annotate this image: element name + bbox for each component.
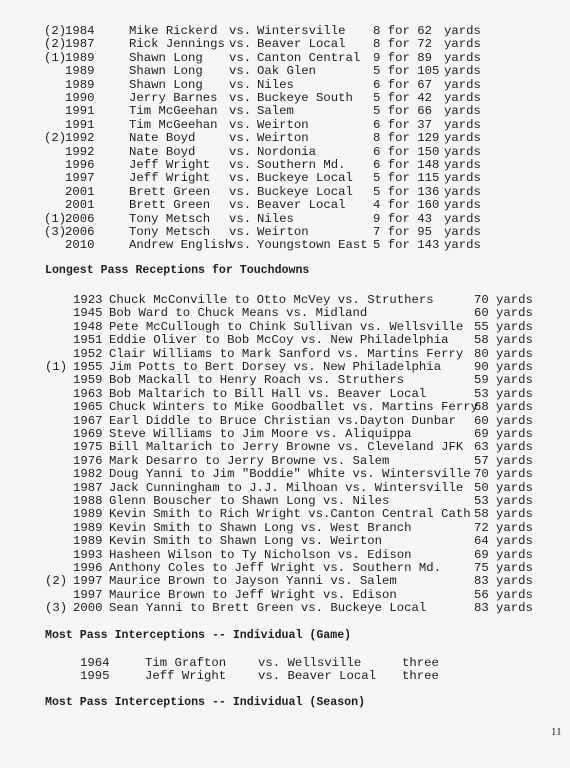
year-cell: 1984 [65,24,95,38]
unit-cell: yards [444,238,481,253]
player-cell: Nate Boyd [129,131,196,146]
year-cell: 1989 [65,50,95,65]
page-number: 11 [551,726,562,738]
unit-cell: yards [496,480,533,495]
unit-cell: yards [444,24,481,38]
yards-value: 56 [474,587,489,602]
opponent-cell: Salem [257,104,294,119]
year-cell: 1995 [80,669,110,684]
opponent-cell: Nordonia [257,144,317,159]
year-cell: 1952 [73,346,103,361]
unit-cell: yards [444,77,481,92]
unit-cell: yards [496,507,533,522]
reception-description: Bob Mackall to Henry Roach vs. Struthers [109,373,405,388]
year-cell: 2000 [73,601,103,616]
stat-cell: 5 for 143 [373,238,440,253]
opponent-cell: Youngstown East [257,238,368,253]
unit-cell: yards [496,373,533,388]
player-cell: Jerry Barnes [129,91,218,105]
player-cell: Brett Green [129,184,211,199]
section-heading-interceptions-season: Most Pass Interceptions -- Individual (Season) [45,696,366,709]
player-cell: Brett Green [129,198,211,213]
year-cell: 1997 [73,574,103,589]
year-cell: 1989 [73,534,103,549]
unit-cell: yards [444,158,481,172]
reception-description: Chuck Winters to Mike Goodballet vs. Martins Ferry [109,400,478,415]
yards-value: 70 [474,293,489,307]
opponent-cell: Wintersville [257,24,346,38]
unit-cell: yards [496,400,533,415]
year-cell: 1990 [65,91,95,105]
unit-cell: yards [496,574,533,589]
year-cell: 1993 [73,547,103,562]
year-cell: 2010 [65,238,95,253]
year-cell: 1992 [65,131,95,146]
year-cell: 1989 [65,77,95,92]
reception-description: Doug Yanni to Jim "Boddie" White vs. Wintersville [109,467,471,482]
vs-label: vs. [229,158,252,172]
unit-cell: yards [496,386,533,401]
footnote-mark: (1) [44,50,67,65]
stat-cell: 8 for 129 [373,131,440,146]
yards-value: 69 [474,547,489,562]
year-cell: 1959 [73,373,103,388]
year-cell: 1945 [73,306,103,321]
unit-cell: yards [444,104,481,119]
section-heading-interceptions-game: Most Pass Interceptions -- Individual (Game) [45,629,352,642]
opponent-cell: Buckeye Local [257,171,353,186]
player-cell: Tony Metsch [129,225,211,239]
year-cell: 1988 [73,494,103,508]
stat-cell: 8 for 72 [373,37,433,52]
count-cell: three [402,656,439,670]
reception-description: Sean Yanni to Brett Green vs. Buckeye Local [109,601,427,616]
yards-value: 75 [474,561,489,575]
year-cell: 1976 [73,453,103,468]
yards-value: 53 [474,494,489,508]
player-cell: Jeff Wright [129,171,211,186]
unit-cell: yards [496,547,533,562]
year-cell: 1955 [73,360,103,374]
opponent-cell: Niles [257,77,294,92]
yards-value: 63 [474,440,489,455]
stat-cell: 6 for 150 [373,144,440,159]
opponent-cell: Weirton [257,225,309,239]
stat-cell: 9 for 43 [373,211,433,226]
stat-cell: 4 for 160 [373,198,440,213]
vs-label: vs. [229,50,252,65]
year-cell: 2006 [65,211,95,226]
unit-cell: yards [496,494,533,508]
section-heading-longest-td-receptions: Longest Pass Receptions for Touchdowns [45,264,310,277]
reception-description: Glenn Bouscher to Shawn Long vs. Niles [109,494,390,508]
unit-cell: yards [496,440,533,455]
reception-description: Eddie Oliver to Bob McCoy vs. New Philadelphia [109,333,449,348]
reception-description: Chuck McConville to Otto McVey vs. Struthers [109,293,434,307]
player-cell: Mike Rickerd [129,24,218,38]
year-cell: 1963 [73,386,103,401]
unit-cell: yards [496,427,533,441]
footnote-mark: (2) [44,24,67,38]
footnote-mark: (3) [44,225,67,239]
year-cell: 1964 [80,656,110,670]
reception-description: Jim Potts to Bert Dorsey vs. New Philadelphia [109,360,442,374]
unit-cell: yards [496,333,533,348]
reception-description: Earl Diddle to Bruce Christian vs.Dayton Dunbar [109,413,456,428]
vs-label: vs. [229,64,252,79]
unit-cell: yards [496,601,533,616]
year-cell: 1967 [73,413,103,428]
unit-cell: yards [496,413,533,428]
yards-value: 80 [474,346,489,361]
year-cell: 1982 [73,467,103,482]
vs-label: vs. [229,117,252,132]
footnote-mark: (2) [44,37,67,52]
unit-cell: yards [496,534,533,549]
unit-cell: yards [444,198,481,213]
stat-cell: 6 for 37 [373,117,433,132]
player-cell: Shawn Long [129,50,203,65]
unit-cell: yards [496,587,533,602]
unit-cell: yards [444,144,481,159]
reception-description: Bill Maltarich to Jerry Browne vs. Cleveland JFK [109,440,464,455]
reception-description: Maurice Brown to Jayson Yanni vs. Salem [109,574,397,589]
player-cell: Nate Boyd [129,144,196,159]
yards-value: 83 [474,601,489,616]
yards-value: 59 [474,373,489,388]
year-cell: 1997 [73,587,103,602]
yards-value: 58 [474,507,489,522]
stat-cell: 5 for 66 [373,104,433,119]
opponent-cell: Beaver Local [257,37,346,52]
vs-label: vs. [229,144,252,159]
opponent-cell: vs. Beaver Local [258,669,377,684]
unit-cell: yards [496,306,533,321]
player-cell: Tony Metsch [129,211,211,226]
unit-cell: yards [444,50,481,65]
year-cell: 1987 [73,480,103,495]
yards-value: 50 [474,480,489,495]
vs-label: vs. [229,77,252,92]
year-cell: 1997 [65,171,95,186]
yards-value: 64 [474,534,489,549]
year-cell: 1923 [73,293,103,307]
opponent-cell: Canton Central [257,50,361,65]
year-cell: 1989 [65,64,95,79]
footnote-mark: (1) [45,360,68,374]
yards-value: 70 [474,467,489,482]
unit-cell: yards [444,131,481,146]
player-cell: Andrew English [129,238,233,253]
year-cell: 2006 [65,225,95,239]
footnote-mark: (3) [45,601,68,616]
year-cell: 1996 [73,561,103,575]
reception-description: Hasheen Wilson to Ty Nicholson vs. Edison [109,547,412,562]
unit-cell: yards [444,225,481,239]
unit-cell: yards [496,293,533,307]
unit-cell: yards [444,91,481,105]
opponent-cell: Buckeye Local [257,184,353,199]
stat-cell: 5 for 42 [373,91,433,105]
vs-label: vs. [229,184,252,199]
vs-label: vs. [229,211,252,226]
year-cell: 1951 [73,333,103,348]
vs-label: vs. [229,37,252,52]
vs-label: vs. [229,91,252,105]
reception-description: Maurice Brown to Jeff Wright vs. Edison [109,587,397,602]
year-cell: 1991 [65,117,95,132]
yards-value: 55 [474,319,489,334]
vs-label: vs. [229,198,252,213]
year-cell: 1975 [73,440,103,455]
opponent-cell: Weirton [257,131,309,146]
stat-cell: 5 for 115 [373,171,440,186]
footnote-mark: (2) [45,574,68,589]
unit-cell: yards [444,211,481,226]
yards-value: 57 [474,453,489,468]
year-cell: 1969 [73,427,103,441]
unit-cell: yards [496,319,533,334]
stat-cell: 6 for 148 [373,158,440,172]
year-cell: 1989 [73,507,103,522]
reception-description: Mark Desarro to Jerry Browne vs. Salem [109,453,390,468]
stat-cell: 5 for 136 [373,184,440,199]
vs-label: vs. [229,131,252,146]
year-cell: 1987 [65,37,95,52]
yards-value: 60 [474,413,489,428]
yards-value: 72 [474,520,489,535]
player-cell: Tim Grafton [145,656,227,670]
reception-description: Steve Williams to Jim Moore vs. Aliquippa [109,427,412,441]
yards-value: 60 [474,306,489,321]
player-cell: Jeff Wright [129,158,211,172]
opponent-cell: Beaver Local [257,198,346,213]
unit-cell: yards [496,520,533,535]
year-cell: 1948 [73,319,103,334]
year-cell: 2001 [65,184,95,199]
year-cell: 1992 [65,144,95,159]
reception-description: Kevin Smith to Rich Wright vs.Canton Central Cath [109,507,471,522]
reception-description: Jack Cunningham to J.J. Milhoan vs. Wintersville [109,480,464,495]
stat-cell: 5 for 105 [373,64,440,79]
opponent-cell: Southern Md. [257,158,346,172]
reception-description: Pete McCullough to Chink Sullivan vs. Wellsville [109,319,464,334]
reception-description: Clair Williams to Mark Sanford vs. Martins Ferry [109,346,464,361]
reception-description: Anthony Coles to Jeff Wright vs. Southern Md. [109,561,442,575]
yards-value: 53 [474,386,489,401]
unit-cell: yards [496,453,533,468]
opponent-cell: Oak Glen [257,64,317,79]
unit-cell: yards [444,37,481,52]
count-cell: three [402,669,439,684]
stat-cell: 6 for 67 [373,77,433,92]
unit-cell: yards [444,171,481,186]
unit-cell: yards [444,64,481,79]
yards-value: 69 [474,427,489,441]
yards-value: 83 [474,574,489,589]
yards-value: 68 [474,400,489,415]
unit-cell: yards [444,184,481,199]
year-cell: 1965 [73,400,103,415]
year-cell: 2001 [65,198,95,213]
year-cell: 1991 [65,104,95,119]
vs-label: vs. [229,238,252,253]
stat-cell: 7 for 95 [373,225,433,239]
unit-cell: yards [496,346,533,361]
unit-cell: yards [496,467,533,482]
player-cell: Jeff Wright [145,669,227,684]
vs-label: vs. [229,225,252,239]
footnote-mark: (2) [44,131,67,146]
unit-cell: yards [444,117,481,132]
unit-cell: yards [496,561,533,575]
player-cell: Tim McGeehan [129,104,218,119]
reception-description: Kevin Smith to Shawn Long vs. Weirton [109,534,383,549]
reception-description: Bob Maltarich to Bill Hall vs. Beaver Local [109,386,427,401]
player-cell: Shawn Long [129,64,203,79]
player-cell: Rick Jennings [129,37,225,52]
yards-value: 58 [474,333,489,348]
opponent-cell: Weirton [257,117,309,132]
vs-label: vs. [229,24,252,38]
stat-cell: 9 for 89 [373,50,433,65]
opponent-cell: Buckeye South [257,91,353,105]
reception-description: Kevin Smith to Shawn Long vs. West Branch [109,520,412,535]
reception-description: Bob Ward to Chuck Means vs. Midland [109,306,368,321]
opponent-cell: Niles [257,211,294,226]
vs-label: vs. [229,104,252,119]
year-cell: 1996 [65,158,95,172]
unit-cell: yards [496,360,533,374]
player-cell: Shawn Long [129,77,203,92]
yards-value: 90 [474,360,489,374]
year-cell: 1989 [73,520,103,535]
player-cell: Tim McGeehan [129,117,218,132]
footnote-mark: (1) [44,211,67,226]
vs-label: vs. [229,171,252,186]
stat-cell: 8 for 62 [373,24,433,38]
opponent-cell: vs. Wellsville [258,656,362,670]
